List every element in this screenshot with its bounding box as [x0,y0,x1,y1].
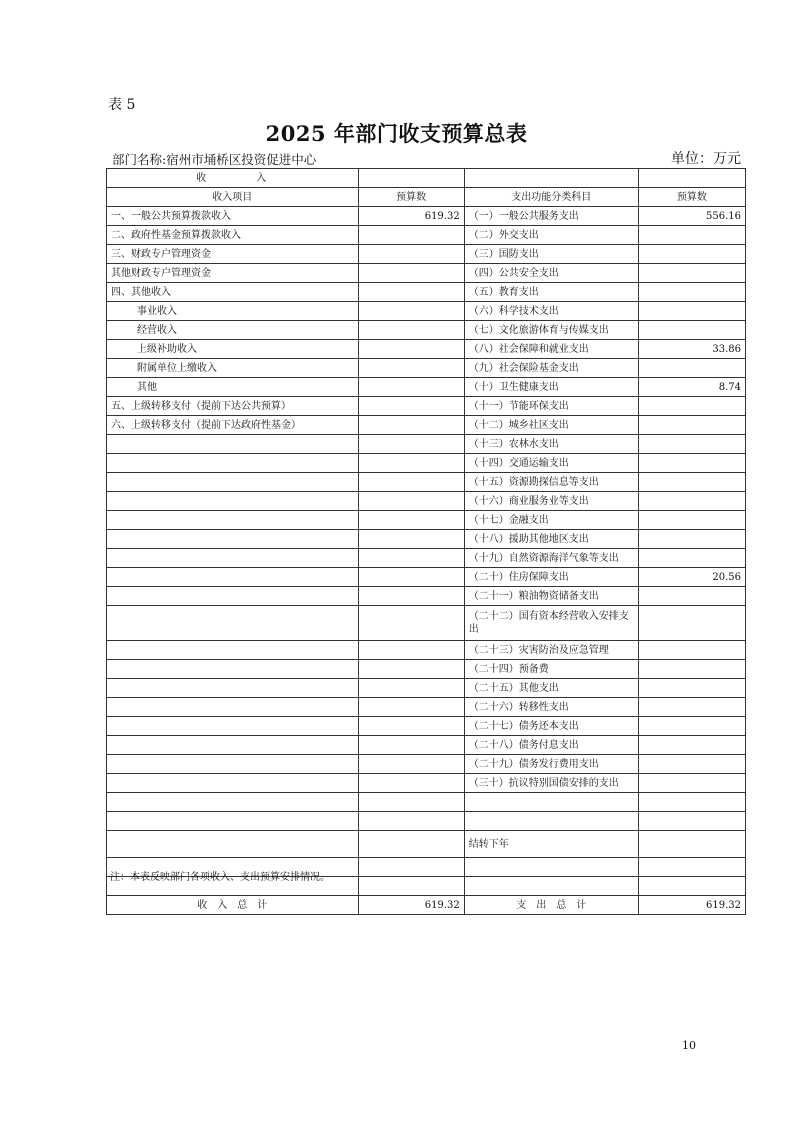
income-amount-cell [358,774,464,793]
income-item-header: 收入项目 [107,188,359,207]
income-item-cell [107,698,359,717]
expense-amount-cell [638,492,745,511]
table-row [107,207,746,226]
expense-item-cell: （十一）节能环保支出 [464,397,638,416]
expense-item-cell: （三十）抗议特别国债安排的支出 [464,774,638,793]
table-row [107,302,746,321]
expense-amount-cell [638,679,745,698]
empty-cell [107,812,359,831]
empty-cell [638,858,745,877]
income-amount-cell [358,698,464,717]
income-item-cell [107,511,359,530]
expense-item-header: 支出功能分类科目 [464,188,638,207]
table-row [107,511,746,530]
expense-item-cell: （七）文化旅游体育与传媒支出 [464,321,638,340]
expense-item-cell: （二十一）粮油物资储备支出 [464,587,638,606]
table-row [107,641,746,660]
income-amount-cell [358,397,464,416]
expense-amount-cell [638,549,745,568]
table-row [107,454,746,473]
income-amount-cell [358,283,464,302]
income-amount-cell [358,340,464,359]
empty-cell [464,793,638,812]
income-item-cell: 事业收入 [107,302,359,321]
expense-item-cell: （十九）自然资源海洋气象等支出 [464,549,638,568]
table-row [107,473,746,492]
income-item-cell [107,736,359,755]
expense-item-cell: （一）一般公共服务支出 [464,207,638,226]
income-amount-cell [358,416,464,435]
expense-amount-cell [638,660,745,679]
table-row [107,245,746,264]
expense-amount-cell [638,397,745,416]
income-item-cell: 其他财政专户管理资金 [107,264,359,283]
expense-amount-cell: 20.56 [638,568,745,587]
table-row [107,587,746,606]
expense-item-cell: （十五）资源勘探信息等支出 [464,473,638,492]
page-title: 2025 年部门收支预算总表 [265,121,528,146]
income-amount-cell [358,530,464,549]
income-amount-cell [358,587,464,606]
income-item-cell: 附属单位上缴收入 [107,359,359,378]
empty-cell [464,169,638,188]
empty-cell [107,831,359,858]
expense-amount-cell [638,264,745,283]
table-number: 表 5 [108,97,136,113]
income-item-cell: 经营收入 [107,321,359,340]
income-amount-cell [358,454,464,473]
income-item-cell: 四、其他收入 [107,283,359,302]
expense-amount-cell: 8.74 [638,378,745,397]
expense-item-cell: （十二）城乡社区支出 [464,416,638,435]
expense-item-cell: （十三）农林水支出 [464,435,638,454]
blank-row [107,793,746,812]
income-item-cell [107,606,359,641]
unit-label: 单位：万元 [671,151,741,167]
income-amount-cell: 619.32 [358,207,464,226]
income-amount-cell [358,606,464,641]
income-amount-cell [358,511,464,530]
income-item-cell [107,679,359,698]
table-row [107,283,746,302]
table-row [107,774,746,793]
income-item-cell [107,549,359,568]
income-item-cell [107,641,359,660]
table-row [107,755,746,774]
empty-cell [638,877,745,896]
expense-amount-cell: 33.86 [638,340,745,359]
expense-amount-cell [638,736,745,755]
total-income-label: 收 入 总 计 [107,896,359,915]
income-amount-cell [358,245,464,264]
empty-cell [358,793,464,812]
table-row [107,736,746,755]
empty-cell [464,877,638,896]
expense-amount-cell [638,774,745,793]
page-number: 10 [682,1039,696,1052]
department-name: 部门名称:宿州市埇桥区投资促进中心 [112,152,317,167]
empty-cell [638,831,745,858]
income-item-cell [107,774,359,793]
expense-item-cell: （二）外交支出 [464,226,638,245]
total-expense-label: 支 出 总 计 [464,896,638,915]
income-amount-cell [358,492,464,511]
total-expense-amount: 619.32 [638,896,745,915]
table-row [107,378,746,397]
expense-item-cell: （二十二）国有资本经营收入安排支出 [464,606,638,641]
empty-cell [358,877,464,896]
empty-cell [464,812,638,831]
group-header-row [107,169,746,188]
expense-amount-cell [638,226,745,245]
income-item-cell [107,473,359,492]
expense-item-cell: （二十八）债务付息支出 [464,736,638,755]
table-row [107,416,746,435]
table-row [107,264,746,283]
income-amount-cell [358,641,464,660]
carry-forward-label: 结转下年 [464,831,638,858]
table-note: 注：本表反映部门各项收入、支出预算安排情况。 [110,872,330,883]
income-item-cell [107,717,359,736]
income-amount-cell [358,660,464,679]
expense-item-cell: （十四）交通运输支出 [464,454,638,473]
expense-amount-cell [638,606,745,641]
income-amount-cell [358,679,464,698]
income-item-cell: 其他 [107,378,359,397]
expense-amount-cell [638,283,745,302]
column-header-row [107,188,746,207]
income-item-cell [107,492,359,511]
expense-amount-cell [638,698,745,717]
income-amount-cell [358,717,464,736]
income-amount-cell [358,549,464,568]
income-item-cell [107,755,359,774]
expense-amount-cell [638,321,745,340]
table-row [107,698,746,717]
income-item-cell [107,587,359,606]
expense-item-cell: （十）卫生健康支出 [464,378,638,397]
expense-item-cell: （二十六）转移性支出 [464,698,638,717]
expense-item-cell: （五）教育支出 [464,283,638,302]
income-item-cell [107,435,359,454]
expense-item-cell: （十八）援助其他地区支出 [464,530,638,549]
expense-amount-cell [638,454,745,473]
income-amount-cell [358,473,464,492]
income-item-cell: 三、财政专户管理资金 [107,245,359,264]
empty-cell [358,812,464,831]
expense-amount-cell [638,530,745,549]
income-amount-cell [358,321,464,340]
table-row [107,717,746,736]
expense-item-cell: （二十三）灾害防治及应急管理 [464,641,638,660]
income-amount-cell [358,226,464,245]
empty-cell [638,169,745,188]
table-row [107,492,746,511]
income-item-cell [107,568,359,587]
expense-amount-cell [638,435,745,454]
income-amount-cell [358,435,464,454]
expense-item-cell: （八）社会保障和就业支出 [464,340,638,359]
expense-item-cell: （二十五）其他支出 [464,679,638,698]
total-row [107,896,746,915]
expense-amount-cell [638,511,745,530]
income-item-cell: 五、上级转移支付（提前下达公共预算） [107,397,359,416]
income-amount-cell [358,568,464,587]
income-item-cell [107,454,359,473]
expense-item-cell: （十七）金融支出 [464,511,638,530]
expense-amount-header: 预算数 [638,188,745,207]
expense-amount-cell [638,587,745,606]
table-row [107,568,746,587]
empty-cell [107,793,359,812]
empty-cell [358,169,464,188]
table-row [107,397,746,416]
expense-item-cell: （三）国防支出 [464,245,638,264]
expense-item-cell: （二十四）预备费 [464,660,638,679]
empty-cell [358,858,464,877]
expense-item-cell: （六）科学技术支出 [464,302,638,321]
blank-row [107,812,746,831]
empty-cell [638,793,745,812]
expense-amount-cell [638,717,745,736]
table-row [107,530,746,549]
table-row [107,226,746,245]
income-item-cell: 上级补助收入 [107,340,359,359]
expense-amount-cell [638,755,745,774]
expense-item-cell: （九）社会保险基金支出 [464,359,638,378]
expense-amount-cell [638,359,745,378]
income-amount-cell [358,302,464,321]
total-income-amount: 619.32 [358,896,464,915]
income-item-cell: 一、一般公共预算拨款收入 [107,207,359,226]
expense-item-cell: （二十九）债务发行费用支出 [464,755,638,774]
income-group-header: 收 入 [107,169,359,188]
income-item-cell [107,530,359,549]
table-row [107,340,746,359]
income-amount-cell [358,264,464,283]
table-row [107,679,746,698]
budget-summary-table [106,168,746,915]
income-amount-cell [358,736,464,755]
empty-cell [638,812,745,831]
table-row [107,660,746,679]
expense-item-cell: （十六）商业服务业等支出 [464,492,638,511]
table-row [107,359,746,378]
income-amount-header: 预算数 [358,188,464,207]
income-amount-cell [358,378,464,397]
expense-item-cell: （二十）住房保障支出 [464,568,638,587]
expense-amount-cell [638,473,745,492]
expense-amount-cell [638,302,745,321]
income-amount-cell [358,359,464,378]
expense-amount-cell [638,416,745,435]
expense-amount-cell [638,245,745,264]
expense-amount-cell [638,641,745,660]
table-row [107,606,746,641]
expense-item-cell: （四）公共安全支出 [464,264,638,283]
expense-item-cell: （二十七）债务还本支出 [464,717,638,736]
empty-cell [358,831,464,858]
expense-amount-cell: 556.16 [638,207,745,226]
table-row [107,321,746,340]
income-item-cell [107,660,359,679]
income-item-cell: 六、上级转移支付（提前下达政府性基金） [107,416,359,435]
carry-forward-row [107,831,746,858]
table-row [107,435,746,454]
empty-cell [464,858,638,877]
table-row [107,549,746,568]
income-amount-cell [358,755,464,774]
income-item-cell: 二、政府性基金预算拨款收入 [107,226,359,245]
